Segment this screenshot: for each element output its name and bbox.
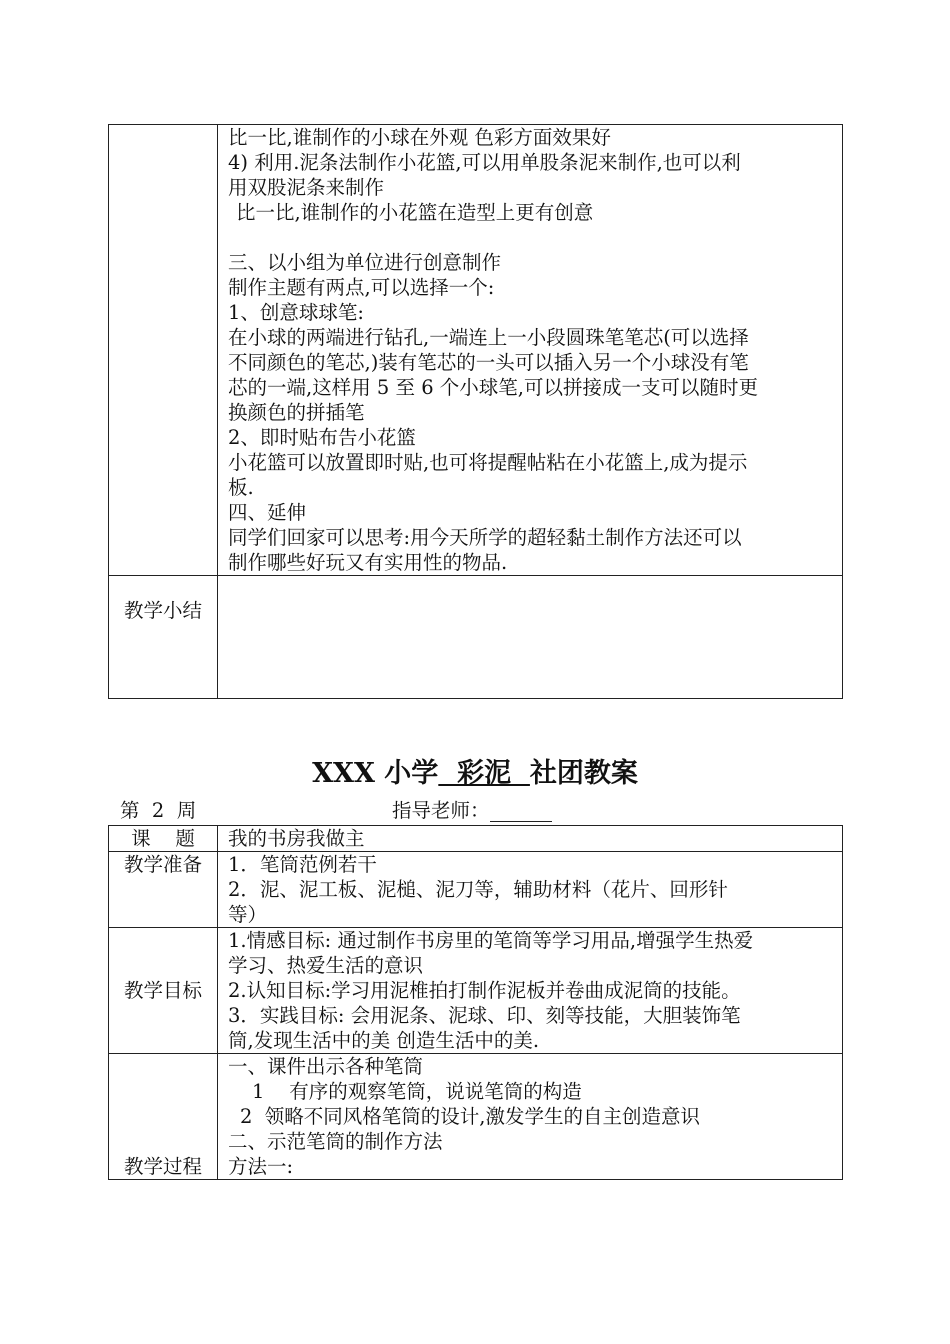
- lesson-plan-table-continued: [108, 124, 843, 699]
- process-line: 2、即时贴布告小花篮: [228, 426, 416, 449]
- process-line: 比一比,谁制作的小花篮在造型上更有创意: [236, 201, 594, 224]
- process-line: 在小球的两端进行钻孔,一端连上一小段圆珠笔笔芯(可以选择: [228, 326, 749, 349]
- teacher-field: [392, 800, 552, 824]
- prep-row: [109, 852, 843, 928]
- prep-label: [109, 852, 218, 928]
- process-row: [109, 1054, 843, 1180]
- process-line: 换颜色的拼插笔: [228, 401, 365, 424]
- page-title: [0, 757, 950, 791]
- title-prefix: XXX 小学: [312, 758, 439, 789]
- prep-line: 1．笔筒范例若干: [228, 853, 377, 876]
- process-line: 三、以小组为单位进行创意制作: [228, 251, 502, 274]
- goals-line: 1.情感目标: 通过制作书房里的笔筒等学习用品,增强学生热爱: [228, 929, 754, 952]
- prep-content-cell: [218, 852, 843, 928]
- process-line: 1 有序的观察笔筒，说说笔筒的构造: [252, 1080, 582, 1103]
- topic-value: 我的书房我做主: [228, 827, 365, 850]
- week-number: [120, 800, 196, 824]
- prep-label-text: 教学准备: [123, 853, 202, 876]
- week-text: 第 2 周: [120, 799, 197, 822]
- title-club: 彩泥: [438, 758, 530, 789]
- process-line: 一、课件出示各种笔筒: [228, 1055, 424, 1078]
- process-line: 4) 利用.泥条法制作小花篮,可以用单股条泥来制作,也可以利: [228, 151, 741, 174]
- goals-line: 筒,发现生活中的美 创造生活中的美.: [228, 1029, 540, 1052]
- topic-content-cell: [218, 826, 843, 852]
- goals-label: [109, 928, 218, 1054]
- process-line: 不同颜色的笔芯,)装有笔芯的一头可以插入另一个小球没有笔: [228, 351, 749, 374]
- process-line: 同学们回家可以思考:用今天所学的超轻黏土制作方法还可以: [228, 526, 742, 549]
- process-line: 四、延伸: [228, 501, 307, 524]
- goals-line: 3．实践目标: 会用泥条、泥球、印、刻等技能，大胆装饰笔: [228, 1004, 741, 1027]
- process-content-cell: [218, 125, 843, 576]
- process-line: 制作哪些好玩又有实用性的物品.: [228, 551, 508, 574]
- teacher-label: 指导老师：: [392, 799, 490, 822]
- prep-line: 等）: [228, 903, 268, 926]
- summary-content-cell: [218, 576, 843, 699]
- topic-label: [109, 826, 218, 852]
- process-line: 小花篮可以放置即时贴,也可将提醒帖粘在小花篮上,成为提示: [228, 451, 748, 474]
- process-row-continued: [109, 125, 843, 576]
- goals-content-cell: [218, 928, 843, 1054]
- summary-label: [109, 576, 218, 699]
- process-line: 1、创意球球笔:: [228, 301, 364, 324]
- process-label: [109, 1054, 218, 1180]
- prep-line: 2．泥、泥工板、泥槌、泥刀等，辅助材料（花片、回形针: [228, 878, 728, 901]
- summary-label-text: 教学小结: [123, 599, 202, 622]
- process-blank-line: [228, 225, 836, 250]
- goals-row: [109, 928, 843, 1054]
- goals-line: 2.认知目标:学习用泥椎拍打制作泥板并卷曲成泥筒的技能。: [228, 979, 741, 1002]
- lesson-plan-table: [108, 825, 843, 1180]
- summary-row: [109, 576, 843, 699]
- title-suffix: 社团教案: [529, 758, 638, 789]
- teacher-blank-underline: [490, 803, 552, 822]
- process-line: 制作主题有两点,可以选择一个:: [228, 276, 495, 299]
- process-line: 方法一:: [228, 1155, 294, 1178]
- process-line: 板.: [228, 476, 254, 499]
- topic-label-text: 课 题: [131, 827, 195, 850]
- process-line: 二、示范笔筒的制作方法: [228, 1130, 443, 1153]
- process-content-cell: [218, 1054, 843, 1180]
- process-label-text: 教学过程: [123, 1155, 202, 1178]
- process-line: 用双股泥条来制作: [228, 176, 385, 199]
- process-line: 芯的一端,这样用 5 至 6 个小球笔,可以拼接成一支可以随时更: [228, 376, 759, 399]
- goals-line: 学习、热爱生活的意识: [228, 954, 424, 977]
- process-line: 比一比,谁制作的小球在外观 色彩方面效果好: [228, 126, 611, 149]
- goals-label-text: 教学目标: [123, 979, 202, 1002]
- topic-row: [109, 826, 843, 852]
- process-label-cell-empty: [109, 125, 218, 576]
- process-line: 2 领略不同风格笔筒的设计,激发学生的自主创造意识: [240, 1105, 701, 1128]
